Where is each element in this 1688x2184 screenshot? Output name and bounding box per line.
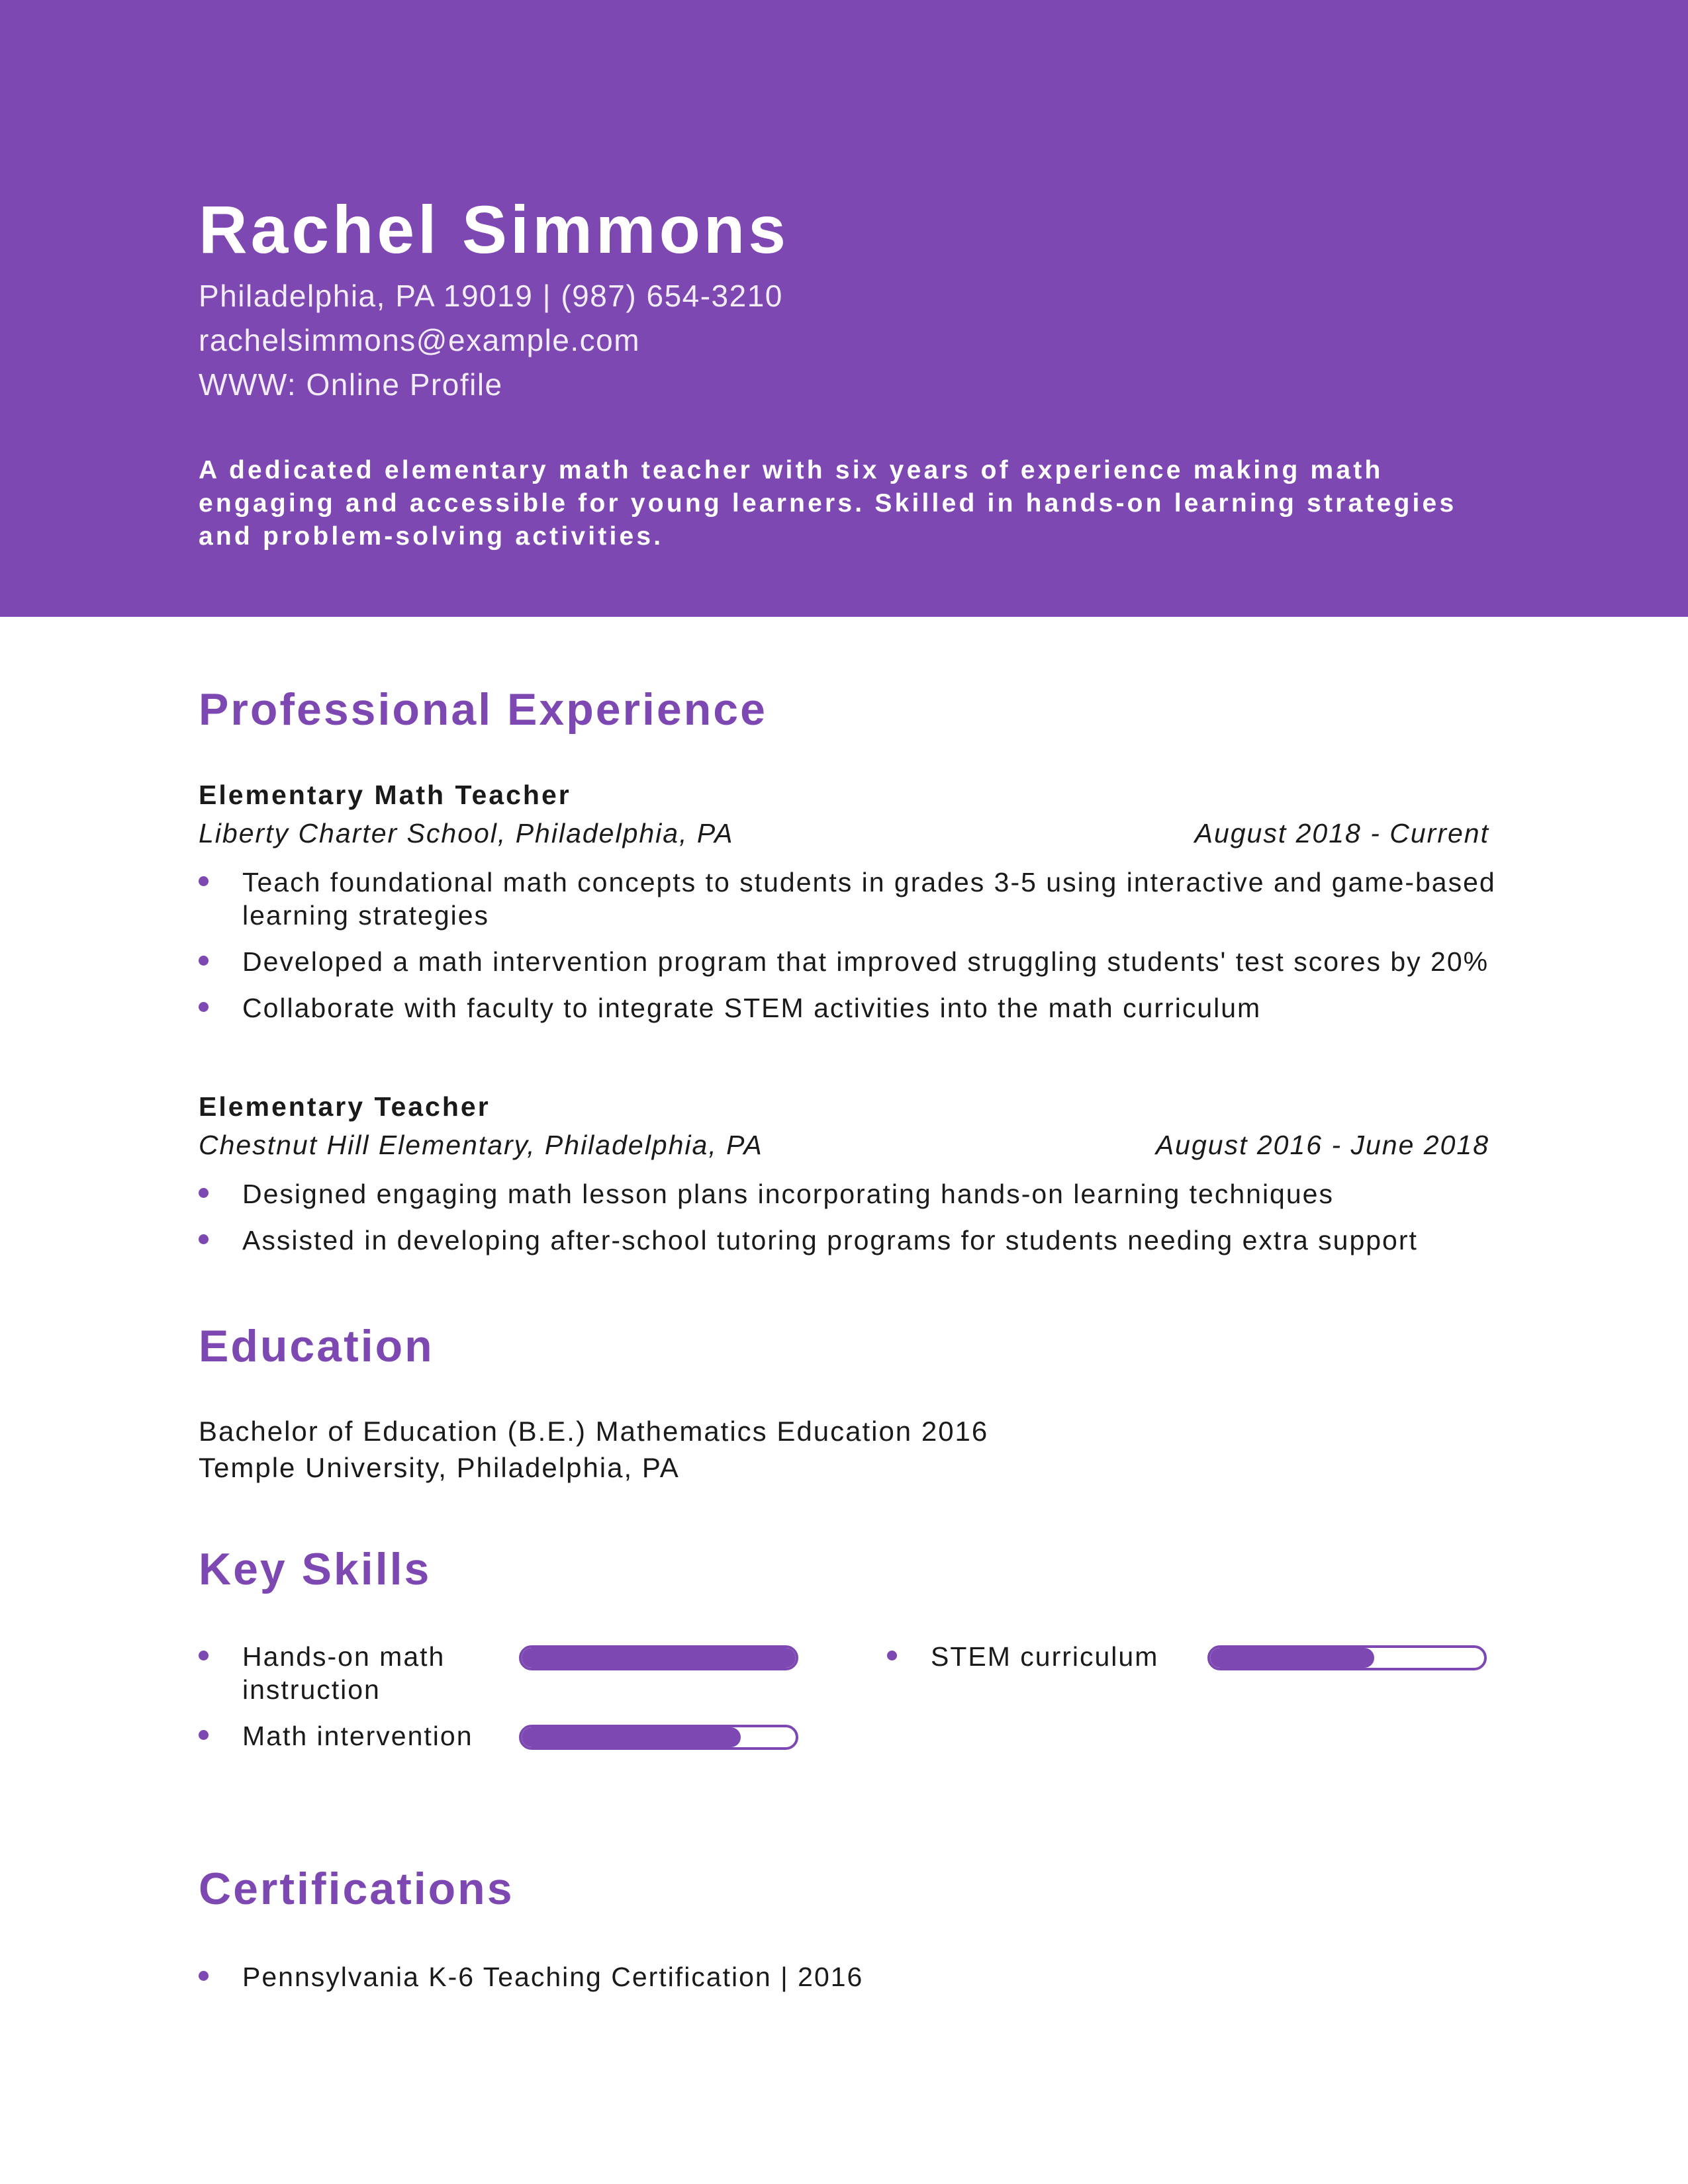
certifications-heading: Certifications bbox=[199, 1864, 514, 1914]
skills-heading: Key Skills bbox=[199, 1544, 432, 1594]
education-entry bbox=[199, 1413, 988, 1486]
summary: A dedicated elementary math teacher with six years of experience making math engaging and accessible for young learners. Skilled in hands-on learning strategies and problem-solving activities. bbox=[199, 456, 1457, 551]
list-item: Assisted in developing after-school tutoring programs for students needing extra support bbox=[199, 1224, 1509, 1257]
job-meta bbox=[199, 820, 1489, 847]
skill-level-bar bbox=[519, 1645, 798, 1670]
list-item bbox=[199, 1960, 863, 1993]
bullet-icon bbox=[199, 1188, 209, 1198]
certification: Pennsylvania K-6 Teaching Certification | 2016 bbox=[242, 1962, 864, 1992]
bullet-icon bbox=[199, 1002, 209, 1012]
bullet-icon bbox=[199, 956, 209, 966]
list-item: Teach foundational math concepts to students in grades 3-5 using interactive and game-based learning strategies bbox=[199, 866, 1509, 932]
job-title: Elementary Math Teacher bbox=[199, 780, 571, 810]
skill-level-fill bbox=[522, 1648, 796, 1668]
list-item: Designed engaging math lesson plans incorporating hands-on learning techniques bbox=[199, 1177, 1509, 1210]
list-item: Collaborate with faculty to integrate STEM activities into the math curriculum bbox=[199, 991, 1509, 1024]
skill-item bbox=[199, 1719, 794, 1792]
skill-level-bar bbox=[1207, 1645, 1487, 1670]
job-meta bbox=[199, 1132, 1489, 1159]
skill-item bbox=[887, 1640, 1483, 1713]
skill-level-fill bbox=[1210, 1648, 1374, 1668]
bullet-icon bbox=[887, 1651, 897, 1661]
bullet-icon bbox=[199, 1730, 209, 1740]
job-employer: Chestnut Hill Elementary, Philadelphia, PA bbox=[199, 1130, 763, 1160]
skill-level-bar bbox=[519, 1725, 798, 1750]
degree: Bachelor of Education (B.E.) Mathematics Education 2016 bbox=[199, 1416, 989, 1447]
experience-heading: Professional Experience bbox=[199, 684, 767, 735]
skill-label: Math intervention bbox=[242, 1721, 473, 1751]
job-employer: Liberty Charter School, Philadelphia, PA bbox=[199, 818, 734, 848]
skill-level-fill bbox=[522, 1727, 741, 1747]
bullet-icon bbox=[199, 876, 209, 886]
skill-label: STEM curriculum bbox=[931, 1641, 1159, 1672]
contact-info bbox=[199, 274, 783, 407]
address-phone: Philadelphia, PA 19019 | (987) 654-3210 bbox=[199, 279, 783, 313]
website-link[interactable]: WWW: Online Profile bbox=[199, 367, 503, 402]
school: Temple University, Philadelphia, PA bbox=[199, 1452, 680, 1483]
header-band bbox=[0, 0, 1688, 617]
job-bullets bbox=[199, 1177, 1509, 1257]
list-item: Developed a math intervention program that improved struggling students' test scores by 20% bbox=[199, 945, 1509, 978]
job-dates: August 2016 - June 2018 bbox=[1155, 1130, 1489, 1160]
candidate-name: Rachel Simmons bbox=[199, 192, 789, 267]
job-bullets bbox=[199, 866, 1509, 1024]
bullet-icon bbox=[199, 1234, 209, 1244]
education-heading: Education bbox=[199, 1321, 434, 1371]
skill-item bbox=[199, 1640, 794, 1713]
skill-label: Hands-on math instruction bbox=[242, 1641, 445, 1705]
job-title: Elementary Teacher bbox=[199, 1091, 491, 1122]
bullet-icon bbox=[199, 1651, 209, 1661]
email-link[interactable]: rachelsimmons@example.com bbox=[199, 323, 641, 357]
bullet-icon bbox=[199, 1971, 209, 1981]
job-dates: August 2018 - Current bbox=[1194, 818, 1489, 848]
